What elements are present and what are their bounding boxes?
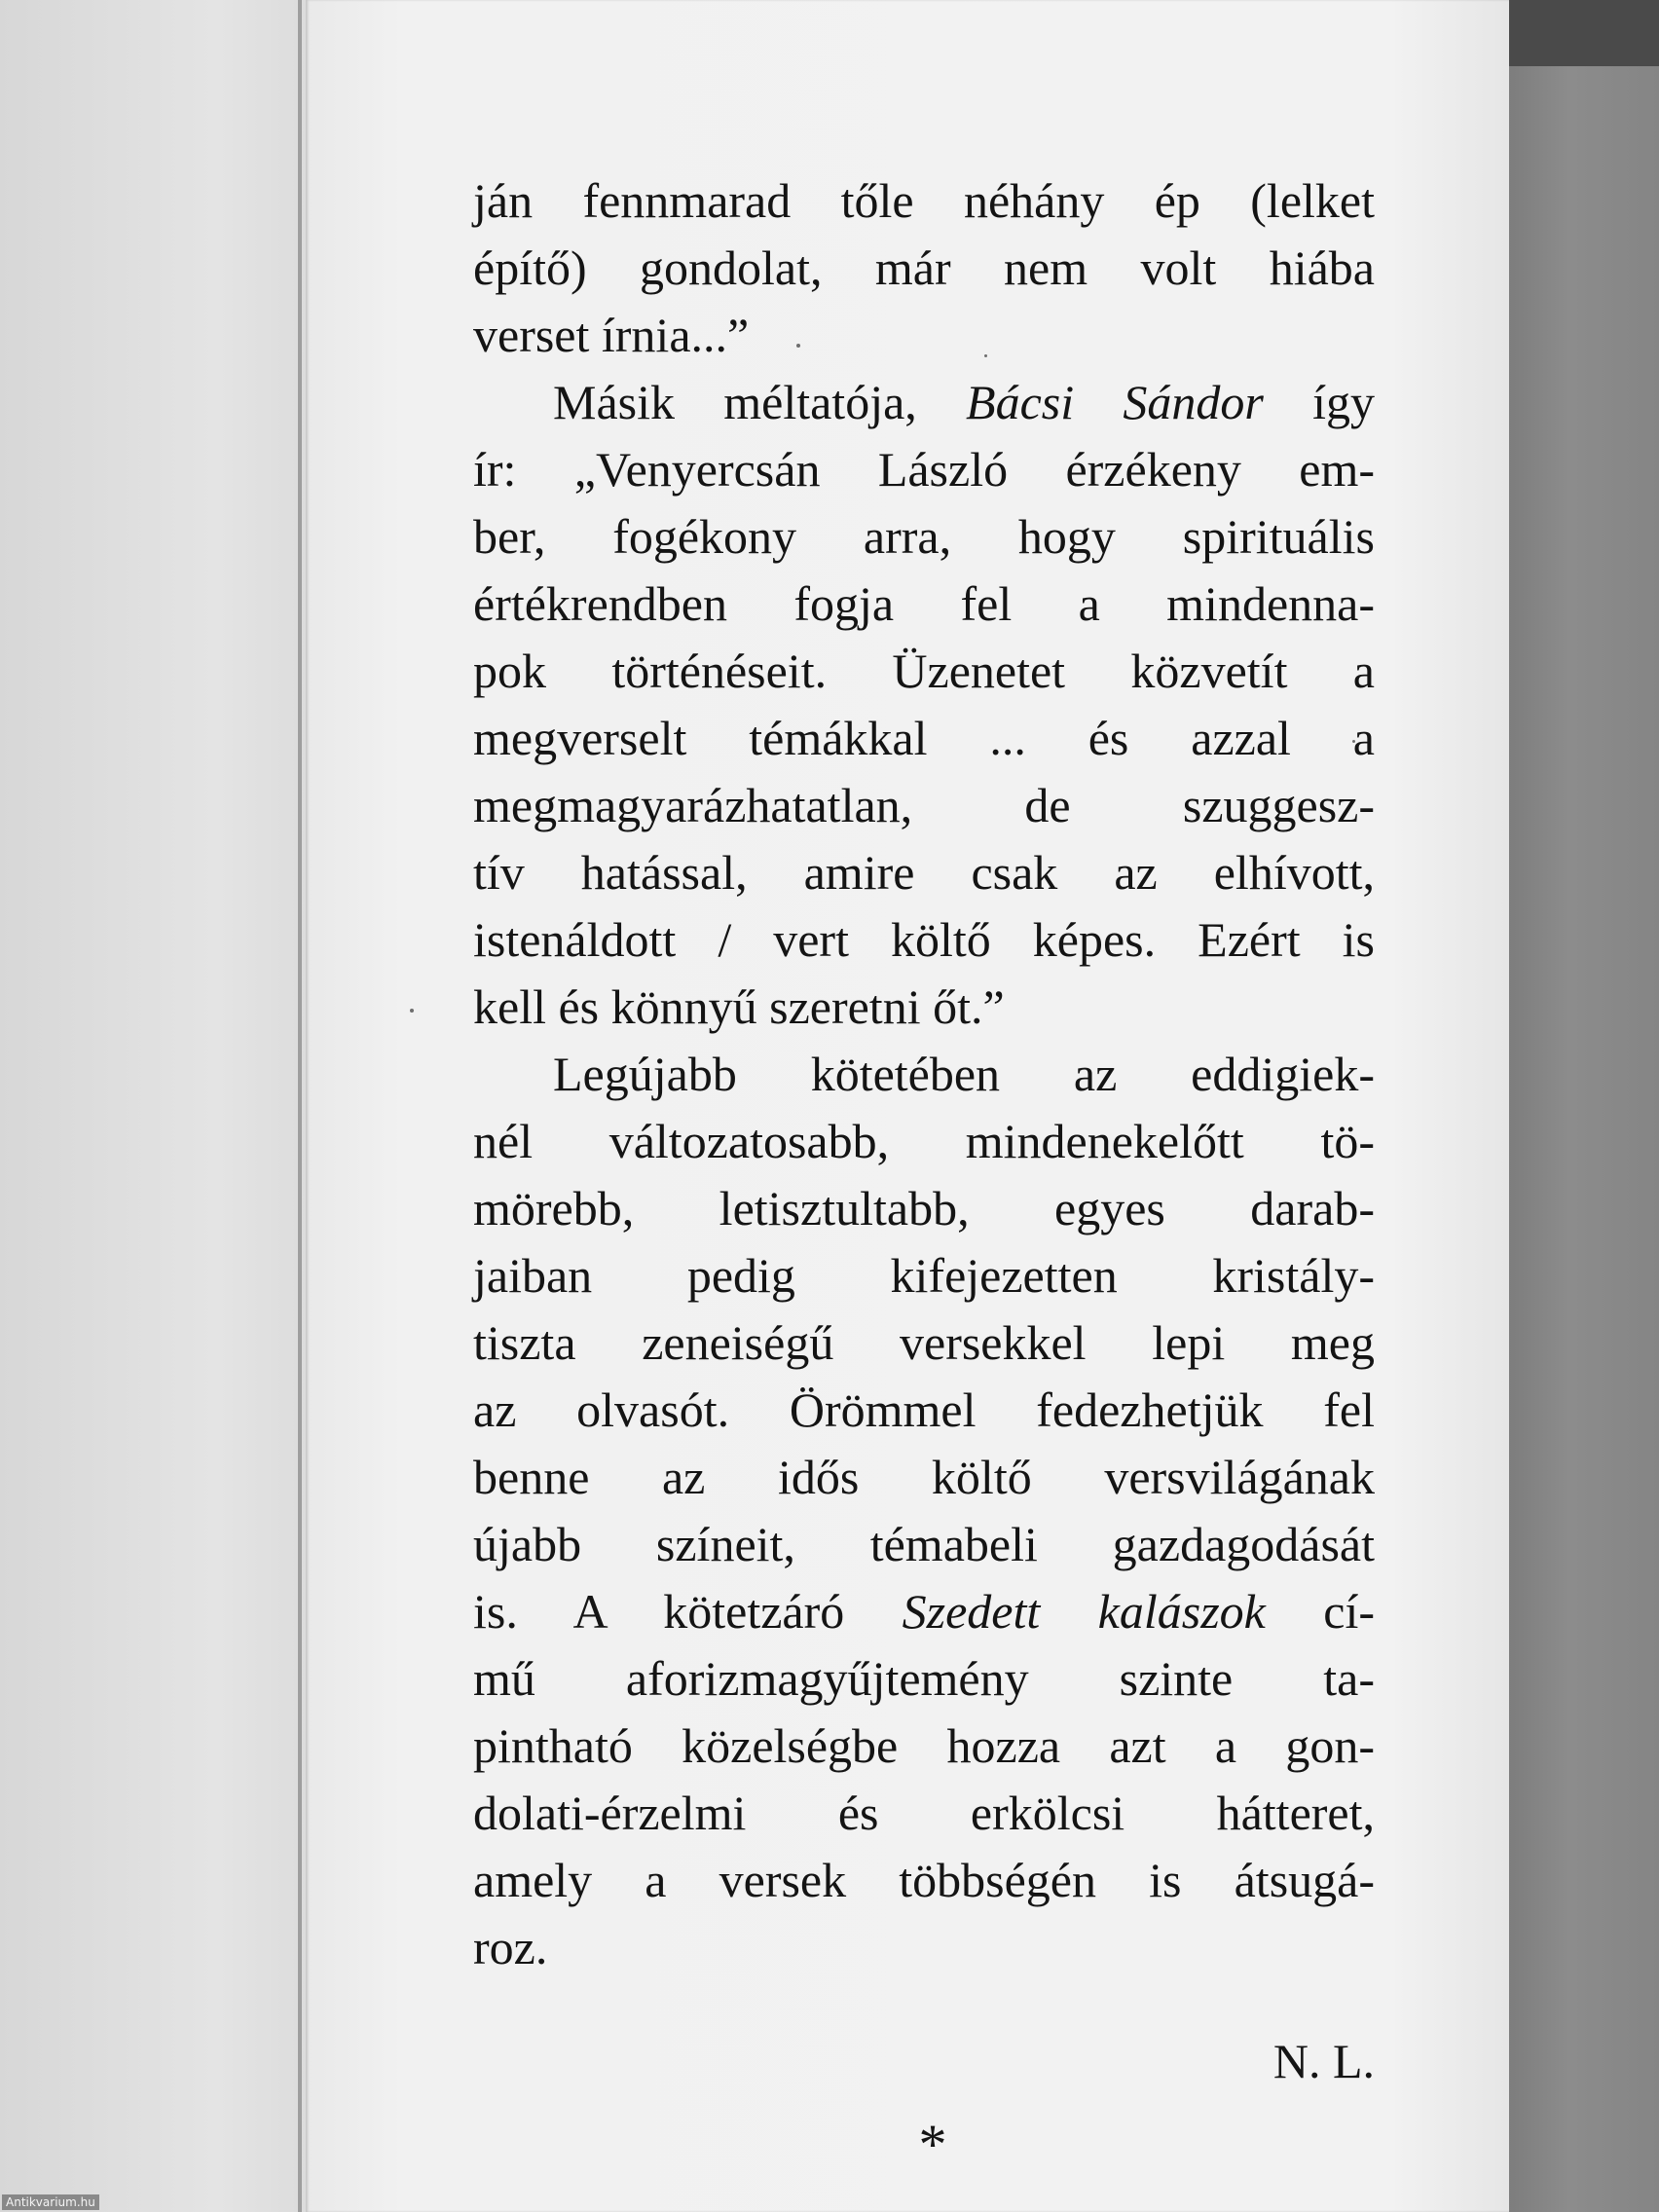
section-separator-asterisk: *	[918, 2113, 947, 2176]
text-line: jaiban pedig kifejezetten kristály-	[473, 1248, 1375, 1303]
text-line-paragraph-start: Legújabb kötetében az eddigiek-	[553, 1047, 1375, 1101]
text-line: tív hatással, amire csak az elhívott,	[473, 845, 1375, 900]
text-line: roz.	[473, 1920, 548, 1974]
right-background	[1509, 0, 1659, 2212]
text-line: értékrendben fogja fel a mindenna-	[473, 576, 1375, 631]
text-line: tiszta zeneiségű versekkel lepi meg	[473, 1315, 1375, 1370]
body-text	[473, 167, 1375, 1981]
text-line	[473, 1578, 1375, 1645]
text-line: istenáldott / vert költő képes. Ezért is	[473, 912, 1375, 967]
dust-speck	[410, 1009, 414, 1013]
text-line: az olvasót. Örömmel fedezhetjük fel	[473, 1382, 1375, 1437]
text-line: pok történéseit. Üzenetet közvetít a	[473, 644, 1375, 698]
text-segment: cí-	[1265, 1584, 1376, 1639]
right-top-shadow	[1509, 0, 1659, 66]
watermark: Antikvarium.hu	[2, 2194, 99, 2210]
left-page-edge	[0, 0, 310, 2212]
title-italic: Szedett kalászok	[902, 1584, 1266, 1639]
text-line: benne az idős költő versvilágának	[473, 1450, 1375, 1504]
text-segment: így	[1263, 375, 1375, 429]
text-line: megmagyarázhatatlan, de szuggesz-	[473, 778, 1375, 832]
page-fold-line	[298, 0, 302, 2212]
text-line: amely a versek többségén is átsugá-	[473, 1853, 1375, 1907]
text-line: ír: „Venyercsán László érzékeny em-	[473, 442, 1375, 497]
text-line-paragraph-start	[473, 369, 1375, 436]
text-segment: is. A kötetzáró	[473, 1584, 903, 1639]
text-line: kell és könnyű szeretni őt.”	[473, 979, 1005, 1034]
author-initials: N. L.	[1272, 2034, 1375, 2088]
text-line: ber, fogékony arra, hogy spirituális	[473, 509, 1375, 564]
text-line: ján fennmarad tőle néhány ép (lelket	[473, 173, 1375, 228]
text-line: megverselt témákkal ... és azzal a	[473, 711, 1375, 765]
author-name-italic: Bácsi Sándor	[966, 375, 1264, 429]
text-line: építő) gondolat, már nem volt hiába	[473, 240, 1375, 295]
text-line: pintható közelségbe hozza azt a gon-	[473, 1718, 1375, 1773]
text-line: nél változatosabb, mindenekelőtt tö-	[473, 1114, 1375, 1168]
text-line: újabb színeit, témabeli gazdagodását	[473, 1517, 1375, 1571]
text-line: verset írnia...”	[473, 308, 750, 362]
text-line: dolati-érzelmi és erkölcsi hátteret,	[473, 1786, 1375, 1840]
text-line: mű aforizmagyűjtemény szinte ta-	[473, 1651, 1375, 1706]
text-segment: Másik méltatója,	[553, 375, 967, 429]
text-line: mörebb, letisztultabb, egyes darab-	[473, 1181, 1375, 1235]
